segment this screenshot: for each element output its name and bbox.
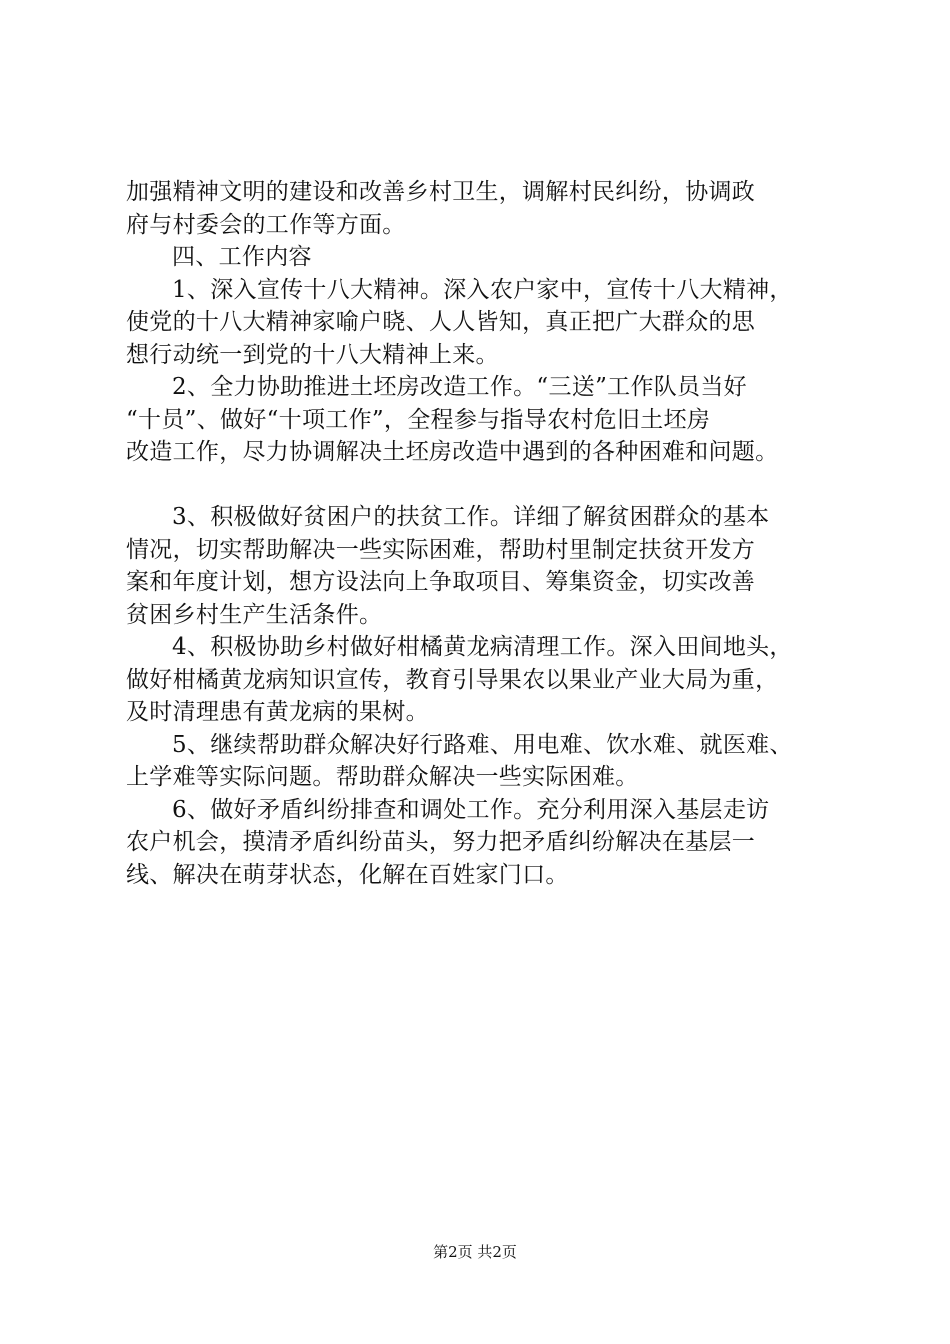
body-line: 6、做好矛盾纠纷排查和调处工作。充分利用深入基层走访 — [172, 796, 770, 823]
section-heading: 四、工作内容 — [172, 244, 312, 270]
body-line: 农户机会，摸清矛盾纠纷苗头，努力把矛盾纠纷解决在基层一 — [126, 829, 756, 855]
page-number-footer: 第2页 共2页 — [433, 1243, 517, 1261]
body-line: 上学难等实际问题。帮助群众解决一些实际困难。 — [126, 764, 639, 790]
body-line: 使党的十八大精神家喻户晓、人人皆知，真正把广大群众的思 — [126, 309, 756, 335]
body-line: 4、积极协助乡村做好柑橘黄龙病清理工作。深入田间地头， — [172, 634, 793, 660]
body-line: 府与村委会的工作等方面。 — [126, 211, 406, 238]
body-line: “十员”、做好“十项工作”，全程参与指导农村危旧土坯房 — [126, 406, 711, 433]
body-line: 案和年度计划，想方设法向上争取项目、筹集资金，切实改善 — [126, 569, 756, 595]
body-line: 及时清理患有黄龙病的果树。 — [126, 699, 429, 725]
document-body — [126, 176, 850, 891]
body-line: 3、积极做好贫困户的扶贫工作。详细了解贫困群众的基本 — [172, 504, 770, 530]
body-line: 改造工作，尽力协调解决土坯房改造中遇到的各种困难和问题。 — [126, 439, 779, 465]
body-line: 加强精神文明的建设和改善乡村卫生，调解村民纠纷，协调政 — [126, 179, 756, 205]
body-line: 想行动统一到党的十八大精神上来。 — [126, 341, 499, 368]
body-line: 做好柑橘黄龙病知识宣传，教育引导果农以果业产业大局为重， — [126, 666, 779, 693]
body-line: 2、全力协助推进土坯房改造工作。“三送”工作队员当好 — [172, 374, 747, 400]
paragraph-gap — [126, 469, 850, 502]
body-line: 情况，切实帮助解决一些实际困难，帮助村里制定扶贫开发方 — [126, 536, 756, 563]
body-line: 1、深入宣传十八大精神。深入农户家中，宣传十八大精神， — [172, 276, 793, 303]
body-line: 线、解决在萌芽状态，化解在百姓家门口。 — [126, 861, 569, 888]
body-line: 贫困乡村生产生活条件。 — [126, 601, 383, 628]
body-line: 5、继续帮助群众解决好行路难、用电难、饮水难、就医难、 — [172, 731, 793, 758]
